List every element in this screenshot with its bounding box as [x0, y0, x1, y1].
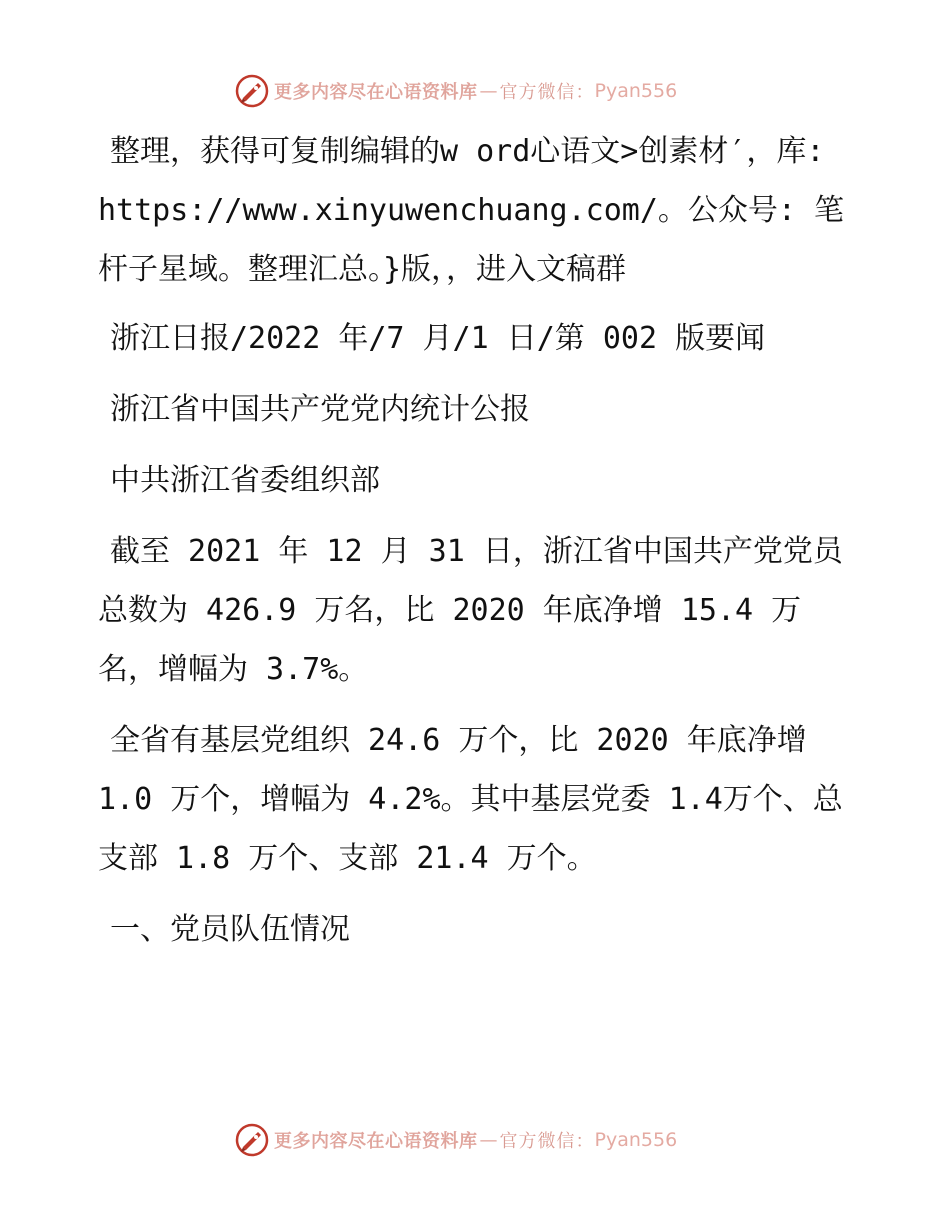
- watermark-wechat-label: 官方微信：: [499, 1131, 595, 1152]
- pen-logo-icon: [234, 73, 270, 109]
- header-watermark: [234, 71, 677, 111]
- member-count-paragraph: 截至 2021 年 12 月 31 日，浙江省中国共产党党员总数为 426.9 万名，比 2020 年底净增 15.4 万名，增幅为 3.7%。: [98, 534, 843, 687]
- watermark-wechat-id: Pyan556: [594, 80, 678, 102]
- issuing-organization: 中共浙江省委组织部: [110, 463, 380, 498]
- watermark-wechat-label: 官方微信：: [499, 82, 595, 103]
- watermark-separator: —: [479, 1129, 498, 1151]
- section-heading: 一、党员队伍情况: [110, 912, 350, 947]
- watermark-separator: —: [479, 80, 498, 102]
- organization-count-paragraph: 全省有基层党组织 24.6 万个，比 2020 年底净增 1.0 万个，增幅为 4.2%。其中基层党委 1.4万个、总支部 1.8 万个、支部 21.4 万个。: [98, 723, 843, 876]
- pen-logo-icon: [234, 1122, 270, 1158]
- watermark-wechat-id: Pyan556: [594, 1129, 678, 1151]
- intro-note-paragraph: 整理，获得可复制编辑的w ord心语文>创素材′，库: https://www.xinyuwenchuang.com/。公众号: 笔杆子星域。整理汇总。}版，，进入文稿群: [98, 134, 845, 287]
- watermark-text: 更多内容尽在心语资料库: [274, 82, 478, 103]
- document-title: 浙江省中国共产党党内统计公报: [110, 392, 530, 427]
- footer-watermark: [234, 1120, 677, 1160]
- document-body: [98, 122, 858, 971]
- watermark-text: 更多内容尽在心语资料库: [274, 1131, 478, 1152]
- source-line: 浙江日报/2022 年/7 月/1 日/第 002 版要闻: [110, 321, 766, 356]
